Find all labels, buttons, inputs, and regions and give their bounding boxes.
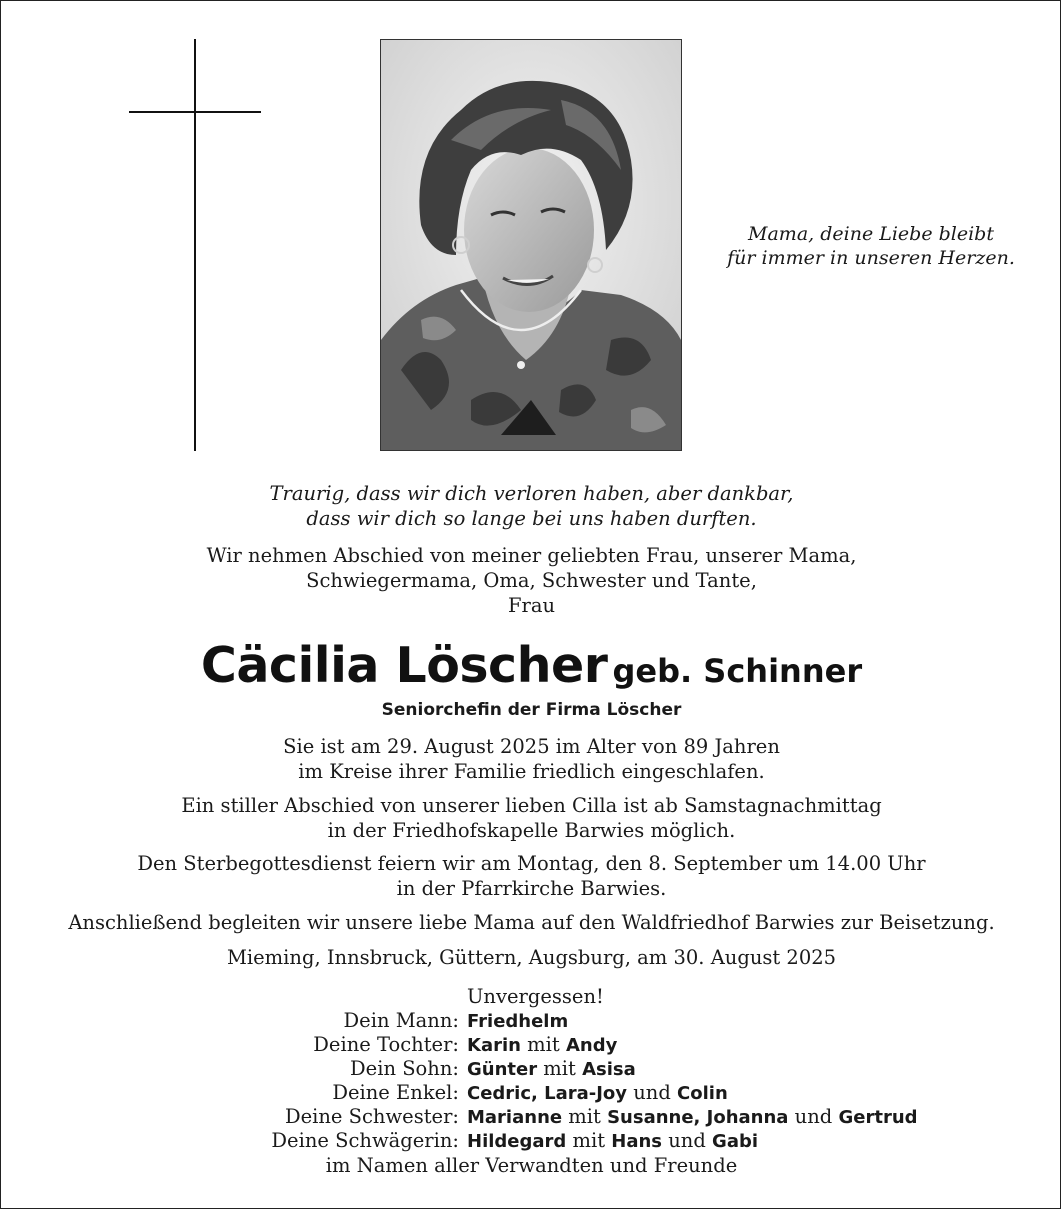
intro-quote [1,481,1061,531]
family-names [467,1129,758,1154]
family-conjunction: mit [527,1033,560,1056]
paragraph-line: Sie ist am 29. August 2025 im Alter von 89 Jahren [283,735,780,758]
family-relation: Dein Sohn: [350,1057,459,1080]
family-names [467,1033,617,1058]
unvergessen-label: Unvergessen! [467,985,604,1008]
family-member-name: Colin [677,1083,728,1104]
paragraph-burial [1,910,1061,935]
family-relation: Deine Schwester: [284,1105,459,1128]
deceased-name-heading [1,637,1061,694]
family-member-name: Gertrud [838,1107,918,1128]
deceased-name: Cäcilia Löscher [200,637,608,694]
family-row-sohn [1,1057,1061,1081]
unvergessen-block [467,984,604,1009]
deceased-title-block [1,698,1061,723]
family-member-name: Cedric, Lara-Joy [467,1083,628,1104]
closing-line: im Namen aller Verwandten und Freunde [325,1154,738,1177]
family-member-name: Andy [565,1035,618,1056]
motto-line: Mama, deine Liebe bleibt [748,223,994,245]
portrait-photo [380,39,682,451]
family-relation: Deine Tochter: [313,1033,459,1056]
family-member-name: Gabi [712,1131,759,1152]
family-conjunction: und [633,1081,671,1104]
farewell-line: Schwiegermama, Oma, Schwester und Tante, [306,569,757,592]
family-list [1,1009,1061,1153]
paragraph-line: Ein stiller Abschied von unserer lieben Cilla ist ab Samstagnachmittag [181,794,882,817]
place-date-block [1,945,1061,970]
family-member-name: Günter [467,1059,538,1080]
closing-block [1,1153,1061,1178]
place-date: Mieming, Innsbruck, Güttern, Augsburg, am 30. August 2025 [226,946,837,969]
family-names [467,1009,568,1034]
family-member-name: Karin [467,1035,521,1056]
paragraph-line: im Kreise ihrer Familie friedlich eingeschlafen. [298,760,765,783]
family-member-name: Marianne [467,1107,563,1128]
cross-horizontal-bar [129,111,261,113]
intro-quote-line: Traurig, dass wir dich verloren haben, aber dankbar, [269,482,794,505]
family-relation: Deine Enkel: [332,1081,459,1104]
paragraph-death [1,734,1061,784]
family-member-name: Hans [611,1131,663,1152]
family-conjunction: und [794,1105,833,1128]
paragraph-line: in der Pfarrkirche Barwies. [396,877,667,900]
family-relation: Dein Mann: [343,1009,459,1032]
cross-vertical-bar [194,39,196,451]
paragraph-viewing [1,793,1061,843]
paragraph-line: in der Friedhofskapelle Barwies möglich. [327,819,736,842]
family-conjunction: mit [572,1129,606,1152]
family-row-mann [1,1009,1061,1033]
family-row-tochter [1,1033,1061,1057]
family-names [467,1057,636,1082]
family-row-schwester [1,1105,1061,1129]
motto-line: für immer in unseren Herzen. [727,247,1015,269]
family-conjunction: mit [568,1105,601,1128]
paragraph-line: Anschließend begleiten wir unsere liebe Mama auf den Waldfriedhof Barwies zur Beisetzung. [68,911,995,934]
paragraph-line: Den Sterbegottesdienst feiern wir am Montag, den 8. September um 14.00 Uhr [137,852,926,875]
family-row-enkel [1,1081,1061,1105]
deceased-title: Seniorchefin der Firma Löscher [381,700,682,720]
farewell-text [1,543,1061,618]
family-relation: Deine Schwägerin: [271,1129,459,1152]
motto-quote [701,222,1041,270]
farewell-line: Wir nehmen Abschied von meiner geliebten Frau, unserer Mama, [206,544,857,567]
family-names [467,1105,918,1130]
deceased-maiden-name: geb. Schinner [612,652,863,690]
family-conjunction: und [668,1129,706,1152]
intro-quote-line: dass wir dich so lange bei uns haben durften. [306,507,757,530]
family-member-name: Hildegard [467,1131,567,1152]
family-names [467,1081,728,1106]
farewell-line: Frau [507,594,556,617]
portrait-illustration [381,40,681,450]
family-member-name: Asisa [582,1059,636,1080]
paragraph-service [1,851,1061,901]
family-member-name: Friedhelm [467,1011,569,1032]
family-conjunction: mit [543,1057,576,1080]
family-member-name: Susanne, Johanna [607,1107,789,1128]
family-row-schwaegerin [1,1129,1061,1153]
